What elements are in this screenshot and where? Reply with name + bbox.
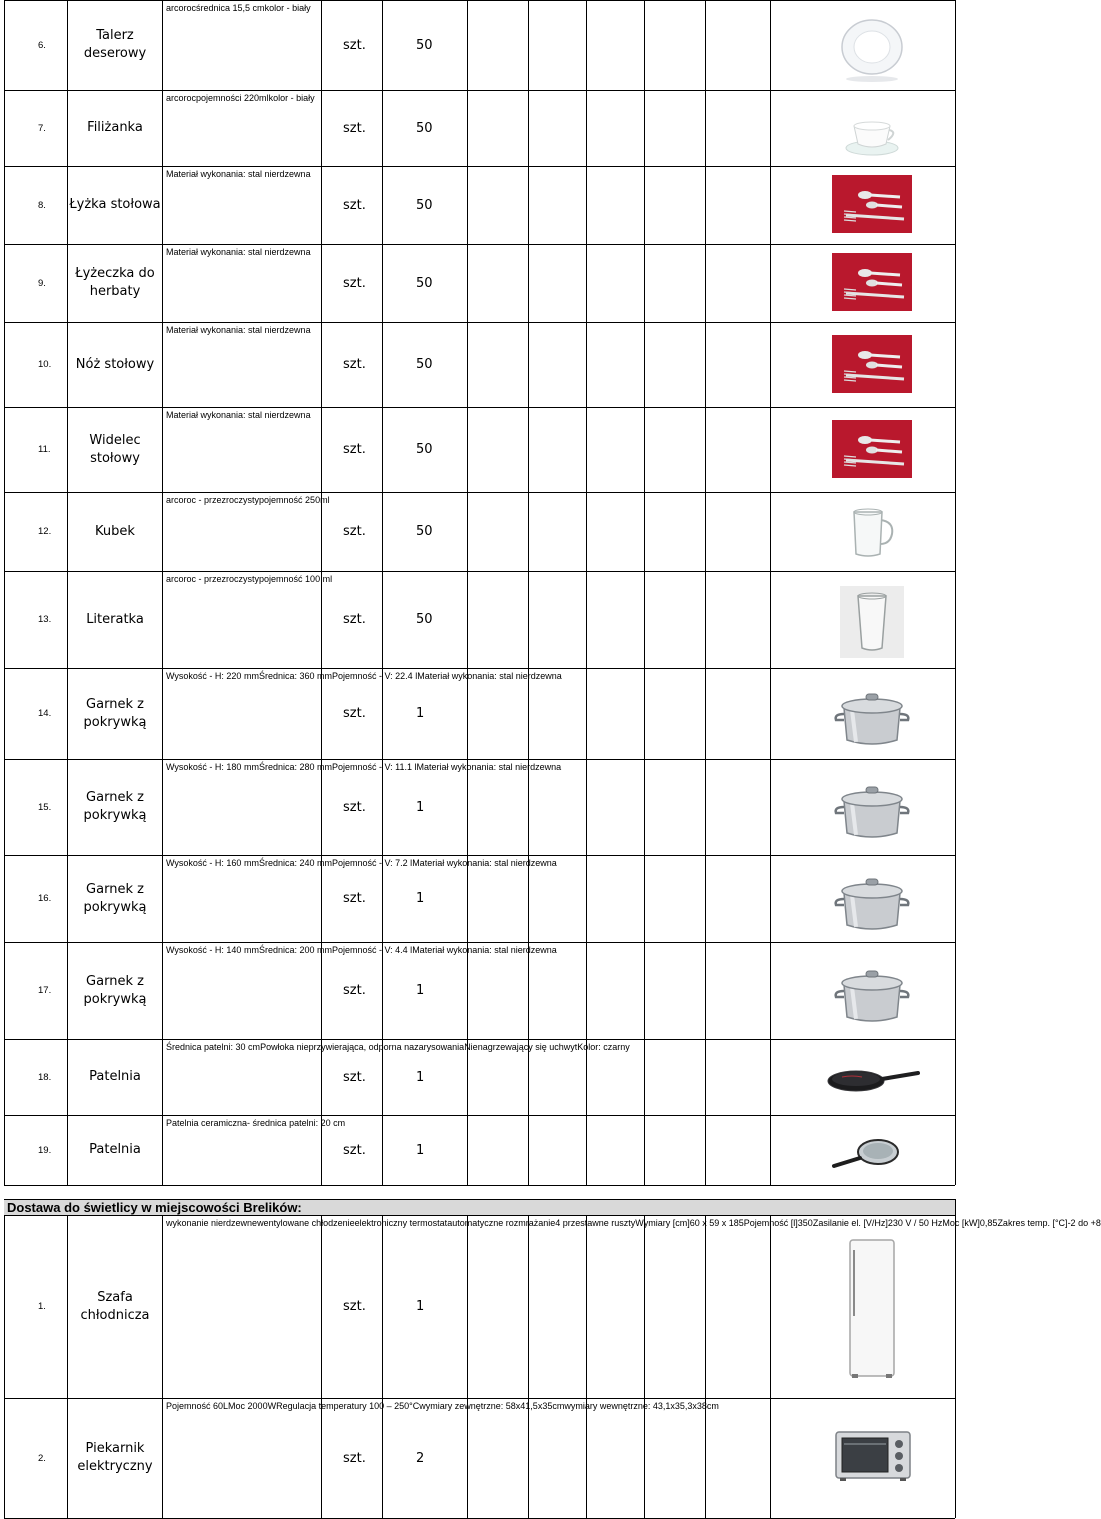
row-number: 7. [38, 122, 46, 134]
quantity: 50 [416, 442, 433, 457]
unit-of-measure: szt. [343, 1299, 366, 1314]
row-number: 1. [38, 1301, 46, 1312]
description-line: Patelnia ceramiczna [166, 1118, 248, 1128]
row-number: 9. [38, 277, 46, 289]
quantity: 1 [416, 1299, 425, 1314]
description-line: wymiary wewnętrzne: 43,1x35,3x38cm [564, 1401, 719, 1411]
cutlery-icon [822, 245, 922, 325]
grid-line [586, 1215, 587, 1518]
unit-of-measure: szt. [343, 1450, 366, 1466]
description-line: Zasilanie el. [V/Hz] [812, 1218, 888, 1228]
description-line: Materiał wykonania: stal nierdzewna [166, 169, 311, 179]
description-line: Wysokość - H: 160 mm [166, 858, 259, 868]
item-name: Widelec stołowy [89, 432, 141, 466]
unit-of-measure: szt. [343, 612, 366, 627]
grid-line [528, 1215, 529, 1518]
item-name: Piekarnik elektryczny [77, 1441, 153, 1474]
grid-line [770, 0, 771, 1185]
quantity: 50 [416, 197, 433, 213]
row-number: 15. [38, 801, 52, 813]
grid-line [955, 1199, 956, 1215]
unit-of-measure: szt. [343, 197, 366, 213]
item-name: Literatka [86, 611, 144, 627]
description-line: 4 przestawne ruszty [555, 1218, 636, 1228]
grid-line [4, 1185, 955, 1186]
description-line: wykonanie nierdzewne [166, 1218, 258, 1228]
grid-line [586, 0, 587, 1185]
pot-icon [822, 769, 922, 849]
refrigerator-icon [822, 1236, 922, 1382]
grid-line [955, 0, 956, 1185]
item-name: Garnek z pokrywką [83, 790, 147, 823]
row-number: 8. [38, 199, 46, 211]
item-name: Garnek z pokrywką [83, 973, 147, 1007]
item-name: Łyżeczka do herbaty [75, 266, 155, 299]
description-line: Wysokość - H: 220 mm [166, 671, 259, 681]
grid-line [644, 0, 645, 1185]
unit-of-measure: szt. [343, 120, 366, 136]
grid-line [467, 0, 468, 1185]
cutlery-icon [822, 167, 922, 247]
item-name: Talerz deserowy [83, 28, 147, 61]
description-line: Wysokość - H: 140 mm [166, 945, 259, 955]
description-line: arcoroc - przezroczysty [166, 495, 260, 505]
description-line: Pojemność - V: 11.1 l [331, 762, 417, 772]
description-line: Materiał wykonania: stal nierdzewna [412, 858, 557, 868]
description-line: 60 x 59 x 185 [689, 1218, 744, 1228]
description-line: - średnica patelni: 20 cm [247, 1118, 346, 1128]
cutlery-icon [822, 412, 922, 492]
quantity: 50 [416, 357, 433, 372]
description-line: Regulacja temperatury 100 – 250°C [276, 1401, 420, 1411]
row-number: 10. [38, 359, 52, 370]
item-description [163, 1216, 1101, 1398]
description-line: automatyczne rozmrażanie [447, 1218, 556, 1228]
description-line: Średnica: 240 mm [258, 858, 332, 868]
quantity: 50 [416, 275, 433, 291]
item-name: Patelnia [89, 1142, 141, 1157]
item-name: Szafa chłodnicza [80, 1289, 150, 1323]
quantity: 2 [416, 1450, 425, 1466]
description-line: Powłoka nieprzywierająca, odporna na [260, 1042, 415, 1052]
description-line: Średnica patelni: 30 cm [166, 1042, 261, 1052]
item-description [163, 91, 321, 166]
description-line: elektroniczny termostat [354, 1218, 448, 1228]
row-number: 11. [38, 444, 51, 455]
description-line: Średnica: 200 mm [258, 945, 332, 955]
row-number: 2. [38, 1452, 46, 1464]
frying-pan-icon [822, 1039, 922, 1119]
pot-icon [822, 861, 922, 941]
glass-mug-icon [822, 494, 922, 574]
quantity: 1 [416, 983, 425, 998]
description-line: Moc 2000W [228, 1401, 277, 1411]
grid-line [705, 0, 706, 1185]
row-number: 13. [38, 614, 52, 625]
unit-of-measure: szt. [343, 706, 366, 721]
description-line: Materiał wykonania: stal nierdzewna [166, 247, 311, 257]
description-line: Pojemność - V: 7.2 l [331, 858, 413, 868]
description-line: kolor - biały [264, 3, 311, 13]
description-line: Kolor: czarny [577, 1042, 630, 1052]
pot-icon [822, 953, 922, 1033]
description-line: Pojemność - V: 4.4 l [331, 945, 413, 955]
description-line: arcoroc [166, 3, 197, 13]
description-line: pojemność 250ml [259, 495, 330, 505]
description-line: 350 [797, 1218, 813, 1228]
quantity: 1 [416, 706, 425, 721]
grid-line [467, 1215, 468, 1518]
grid-line [955, 1215, 956, 1518]
description-line: Materiał wykonania: stal nierdzewna [166, 325, 311, 335]
item-description [163, 572, 333, 668]
item-name: Garnek z pokrywką [83, 881, 147, 915]
unit-of-measure: szt. [343, 799, 366, 815]
cup-icon [822, 90, 922, 170]
quantity: 1 [416, 799, 425, 815]
item-name: Patelnia [89, 1069, 141, 1084]
unit-of-measure: szt. [343, 442, 366, 457]
grid-line [528, 0, 529, 1185]
unit-of-measure: szt. [343, 891, 366, 906]
row-number: 14. [38, 708, 52, 719]
description-line: Pojemność 60L [166, 1401, 229, 1411]
description-line: 230 V / 50 Hz [887, 1218, 943, 1228]
item-description [163, 408, 321, 492]
description-line: średnica 15,5 cm [196, 3, 265, 13]
cutlery-icon [822, 327, 922, 407]
description-line: Moc [kW] [942, 1218, 980, 1228]
item-name: Filiżanka [87, 120, 143, 135]
description-line: wentylowane chłodzenie [257, 1218, 355, 1228]
description-line: Zakres temp. [°C] [997, 1218, 1068, 1228]
quantity: 50 [416, 37, 433, 53]
description-line: Materiał wykonania: stal nierdzewna [416, 762, 562, 772]
item-description [163, 167, 321, 244]
description-line: 0,85 [979, 1218, 998, 1228]
unit-of-measure: szt. [343, 37, 366, 53]
quantity: 50 [416, 120, 433, 136]
unit-of-measure: szt. [343, 1069, 366, 1085]
item-description [163, 493, 330, 571]
ceramic-pan-icon [822, 1112, 922, 1192]
grid-line [705, 1215, 706, 1518]
quantity: 1 [416, 1142, 425, 1158]
item-name: Garnek z pokrywką [83, 696, 147, 730]
description-line: pojemność 100 ml [259, 574, 333, 584]
row-number: 12. [38, 526, 52, 537]
description-line: kolor - biały [268, 93, 315, 103]
description-line: Wymiary [cm] [635, 1218, 690, 1228]
item-name: Łyżka stołowa [69, 197, 161, 212]
description-line: -2 do +8 [1067, 1218, 1101, 1228]
description-line: arcoroc - przezroczysty [166, 574, 260, 584]
row-number: 6. [38, 39, 46, 51]
unit-of-measure: szt. [343, 524, 366, 539]
description-line: pojemności 220ml [196, 93, 269, 103]
row-number: 18. [38, 1071, 52, 1083]
row-number: 16. [38, 893, 52, 904]
description-line: wymiary zewnętrzne: 58x41,5x35cm [419, 1401, 565, 1411]
unit-of-measure: szt. [343, 357, 366, 372]
description-line: Materiał wykonania: stal nierdzewna [166, 410, 311, 420]
quantity: 50 [416, 524, 433, 539]
description-line: Nienagrzewający się uchwyt [464, 1042, 578, 1052]
description-line: arcoroc [166, 93, 197, 103]
drinking-glass-icon [822, 582, 922, 662]
grid-line [770, 1215, 771, 1518]
item-description [163, 245, 321, 322]
description-line: Wysokość - H: 180 mm [166, 762, 259, 772]
item-name: Nóż stołowy [75, 356, 155, 372]
description-line: Materiał wykonania: stal nierdzewna [412, 945, 557, 955]
row-number: 17. [38, 985, 52, 996]
unit-of-measure: szt. [343, 1142, 366, 1158]
quantity: 50 [416, 612, 433, 627]
item-description [163, 323, 321, 407]
description-line: Średnica: 360 mm [258, 671, 332, 681]
quantity: 1 [416, 891, 425, 906]
quantity: 1 [416, 1069, 425, 1085]
section-header: Dostawa do świetlicy w miejscowości Brelików: [4, 1200, 955, 1215]
item-description [163, 1, 321, 90]
description-line: Materiał wykonania: stal nierdzewna [417, 671, 562, 681]
unit-of-measure: szt. [343, 983, 366, 998]
unit-of-measure: szt. [343, 275, 366, 291]
item-description [163, 1116, 346, 1185]
row-number: 19. [38, 1144, 52, 1156]
description-line: zarysowania [414, 1042, 465, 1052]
pot-icon [822, 676, 922, 756]
item-name: Kubek [95, 523, 135, 539]
dessert-plate-icon [822, 7, 922, 87]
description-line: Pojemność - V: 22.4 l [331, 671, 418, 681]
description-line: Średnica: 280 mm [258, 762, 332, 772]
electric-oven-icon [822, 1420, 922, 1500]
description-line: Pojemność [l] [743, 1218, 798, 1228]
grid-line [644, 1215, 645, 1518]
